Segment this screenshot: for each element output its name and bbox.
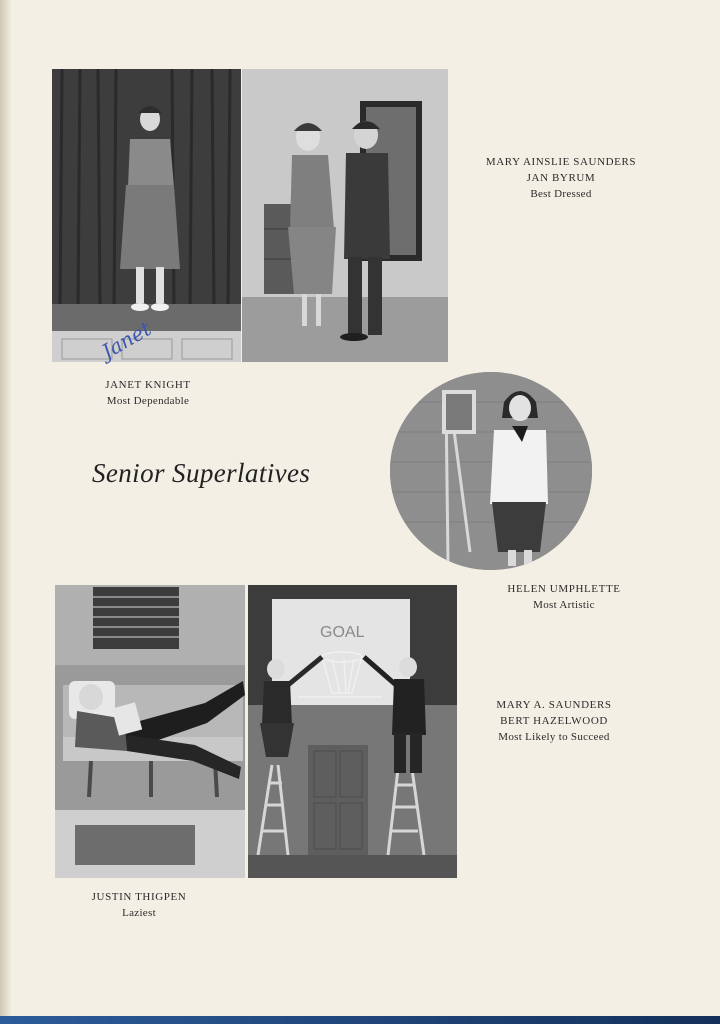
photo-most-likely-to-succeed: [248, 585, 457, 878]
caption-helen-umphlette: [480, 581, 648, 613]
caption-title: Best Dressed: [530, 188, 592, 200]
photo-janet-knight: [52, 69, 241, 362]
caption-justin-thigpen: [64, 889, 214, 921]
caption-title: Most Likely to Succeed: [498, 731, 610, 743]
caption-name: HELEN UMPHLETTE: [507, 583, 621, 595]
page-title: Senior Superlatives: [92, 458, 311, 488]
page-edge-shadow: [0, 0, 12, 1024]
caption-name: BERT HAZELWOOD: [500, 715, 608, 727]
caption-name: JAN BYRUM: [526, 172, 596, 184]
caption-name: MARY A. SAUNDERS: [496, 699, 612, 711]
caption-name: JANET KNIGHT: [105, 379, 191, 391]
goal-sign-text: GOAL: [320, 624, 365, 641]
page-bottom-edge: [0, 1016, 720, 1024]
handwritten-signature: Janet: [97, 316, 156, 364]
caption-title: Most Artistic: [533, 599, 595, 611]
caption-name: JUSTIN THIGPEN: [91, 891, 187, 903]
photo-helen-umphlette: [390, 372, 592, 570]
caption-name: MARY AINSLIE SAUNDERS: [485, 156, 637, 168]
caption-most-likely-to-succeed: [464, 697, 644, 745]
photo-justin-thigpen: [55, 585, 245, 878]
caption-janet-knight: [60, 377, 236, 409]
caption-best-dressed: [456, 154, 666, 202]
caption-title: Laziest: [122, 907, 156, 919]
caption-title: Most Dependable: [106, 395, 190, 407]
photo-best-dressed: [242, 69, 448, 362]
